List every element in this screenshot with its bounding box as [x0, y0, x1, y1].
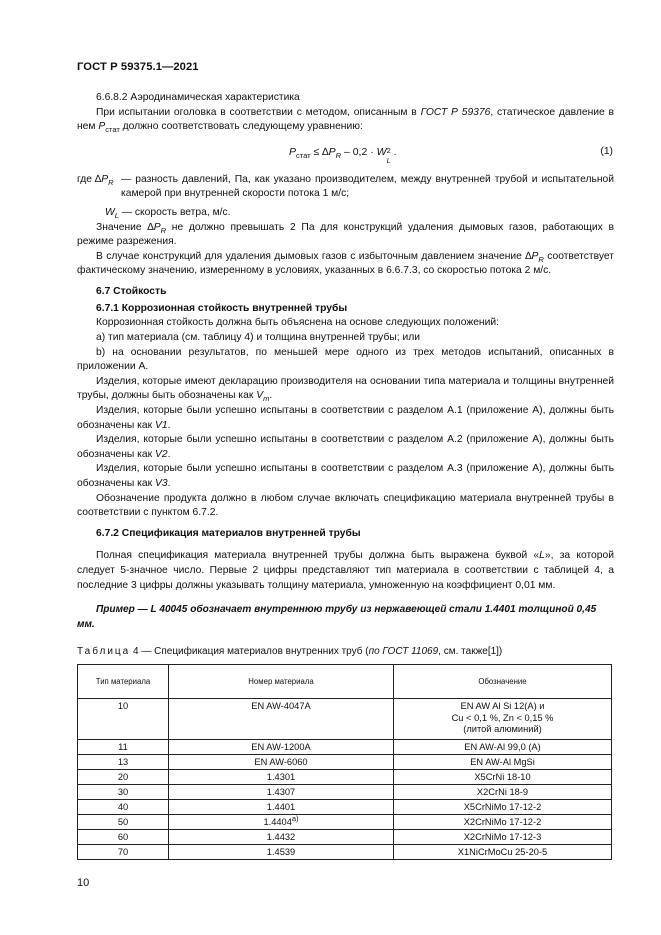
column-header: Тип материала	[78, 665, 169, 699]
materials-table	[77, 664, 612, 860]
table-cell: 11	[78, 740, 169, 755]
table-row	[78, 845, 612, 860]
table-row	[78, 815, 612, 830]
table-cell: 20	[78, 770, 169, 785]
table-cell: X2CrNiMo 17-12-3	[394, 830, 612, 845]
table-cell: 10	[78, 699, 169, 740]
table-row	[78, 800, 612, 815]
table-cell: 1.4404$^{a)}$	[169, 815, 394, 830]
table-cell: EN AW-4047A	[169, 699, 394, 740]
table-row	[78, 699, 612, 740]
table-cell: EN AW-Al MgSi	[394, 755, 612, 770]
formula-expression: $P_{стат} \le \Delta P_R - 0,2 \cdot W$ 2 L .	[289, 145, 397, 165]
document-header: ГОСТ Р 59375.1—2021	[77, 61, 199, 73]
table-cell: EN AW-Al 99,0 (A)	[394, 740, 612, 755]
table-row	[78, 740, 612, 755]
table-row	[78, 755, 612, 770]
footnote-marker: a)	[291, 814, 299, 824]
table-header-row	[78, 665, 612, 699]
table-cell: 30	[78, 785, 169, 800]
page-number: 10	[77, 877, 90, 889]
list-item-b: b) на основании результатов, по меньшей мере одного из трех методов испытаний, описанных в приложении А.	[77, 346, 614, 373]
ref-gost-59376: ГОСТ Р 59376	[420, 106, 491, 118]
paragraph-product-designation: Обозначение продукта должно в любом случае включать спецификацию материала внутренней трубы в соответствии с пунктом 6.7.2.	[77, 492, 614, 519]
table-row	[78, 785, 612, 800]
column-header: Обозначение	[394, 665, 612, 699]
table-cell: X1NiCrMoCu 25-20-5	[394, 845, 612, 860]
paragraph-corrosion-intro: Коррозионная стойкость должна быть объяснена на основе следующих положений:	[96, 317, 499, 329]
table-cell: 1.4432	[169, 830, 394, 845]
table-cell: X5CrNiMo 17-12-2	[394, 800, 612, 815]
section-heading-6-7-2: 6.7.2 Спецификация материалов внутренней трубы	[96, 527, 361, 539]
where-definition: где $\Delta P_R$ — разность давлений, Па, как указано производителем, между внутренней трубой и испытательной камерой при внутренней скорости потока 1 м/с;	[77, 173, 614, 200]
table-cell: 70	[78, 845, 169, 860]
column-header: Номер материала	[169, 665, 394, 699]
table-cell: 50	[78, 815, 169, 830]
paragraph-v1: Изделия, которые были успешно испытаны в соответствии с разделом А.1 (приложение А), должны быть обозначены как V1.	[77, 404, 614, 431]
paragraph-v3: Изделия, которые были успешно испытаны в соответствии с разделом А.3 (приложение А), должны быть обозначены как V3.	[77, 463, 614, 490]
section-heading-6-7-1: 6.7.1 Коррозионная стойкость внутренней трубы	[96, 302, 348, 314]
table-cell: 1.4301	[169, 770, 394, 785]
table-cell: 1.4401	[169, 800, 394, 815]
table-cell: 1.4539	[169, 845, 394, 860]
table-cell: 1.4307	[169, 785, 394, 800]
paragraph-v2: Изделия, которые были успешно испытаны в соответствии с разделом А.2 (приложение А), должны быть обозначены как V2.	[77, 434, 614, 460]
paragraph-overpressure: В случае конструкций для удаления дымовых газов с избыточным давлением значение $\Delta P_R$ соответствует фактическому значению, измеренному в условиях, указанных в 6.6.7.3, со скоростью потока 2 м/с.	[77, 250, 614, 277]
list-item-a: а) тип материала (см. таблицу 4) и толщина внутренней трубы; или	[96, 331, 420, 343]
formula-number: (1)	[600, 145, 613, 157]
table-row	[78, 770, 612, 785]
table-cell: 40	[78, 800, 169, 815]
table-cell: EN AW-6060	[169, 755, 394, 770]
example-note: Пример — L 40045 обозначает внутреннюю трубу из нержавеющей стали 1.4401 толщиной 0,45 мм.	[77, 604, 597, 630]
table-cell: X5CrNi 18-10	[394, 770, 612, 785]
page-content	[77, 91, 614, 860]
table-cell: X2CrNi 18-9	[394, 785, 612, 800]
paragraph-specification: Полная спецификация материала внутренней трубы должна быть выражена буквой «L», за которой следует 5-значное число. Первые 2 цифры представляют тип материала в соответствии с таблицей 4, а последние 3 цифры должны указывать толщину материала, умноженную на коэффициент 0,01 мм.	[77, 550, 614, 591]
table-cell: EN AW Al Si 12(A) и Cu < 0,1 %, Zn < 0,15 % (литой алюминий)	[394, 699, 612, 740]
paragraph-test-method: При испытании оголовка в соответствии с методом, описанным в ГОСТ Р 59376, статическое давление в нем $P_{стат}$ должно соответствовать следующему уравнению:	[77, 106, 615, 135]
wl-definition: $W_L$ — скорость ветра, м/с.	[105, 207, 231, 221]
table-cell: X2CrNiMo 17-12-2	[394, 815, 612, 830]
paragraph-vm: Изделия, которые имеют декларацию производителя на основании типа материала и толщины внутренней трубы, должны быть обозначены как $V_m$.	[77, 375, 614, 404]
formula-1	[77, 139, 614, 169]
table-cell: EN AW-1200A	[169, 740, 394, 755]
section-heading-6-6-8-2: 6.6.8.2 Аэродинамическая характеристика	[96, 92, 300, 103]
section-heading-6-7: 6.7 Стойкость	[96, 286, 167, 298]
table-cell: 60	[78, 830, 169, 845]
table-cell: 13	[78, 755, 169, 770]
table-caption: Таблица 4 — Спецификация материалов внутренних труб (по ГОСТ 11069, см. также[1])	[77, 645, 503, 657]
table-row	[78, 830, 612, 845]
paragraph-delta-limit: Значение $\Delta P_R$ не должно превышать 2 Па для конструкций удаления дымовых газов, работающих в режиме разрежения.	[77, 221, 614, 248]
